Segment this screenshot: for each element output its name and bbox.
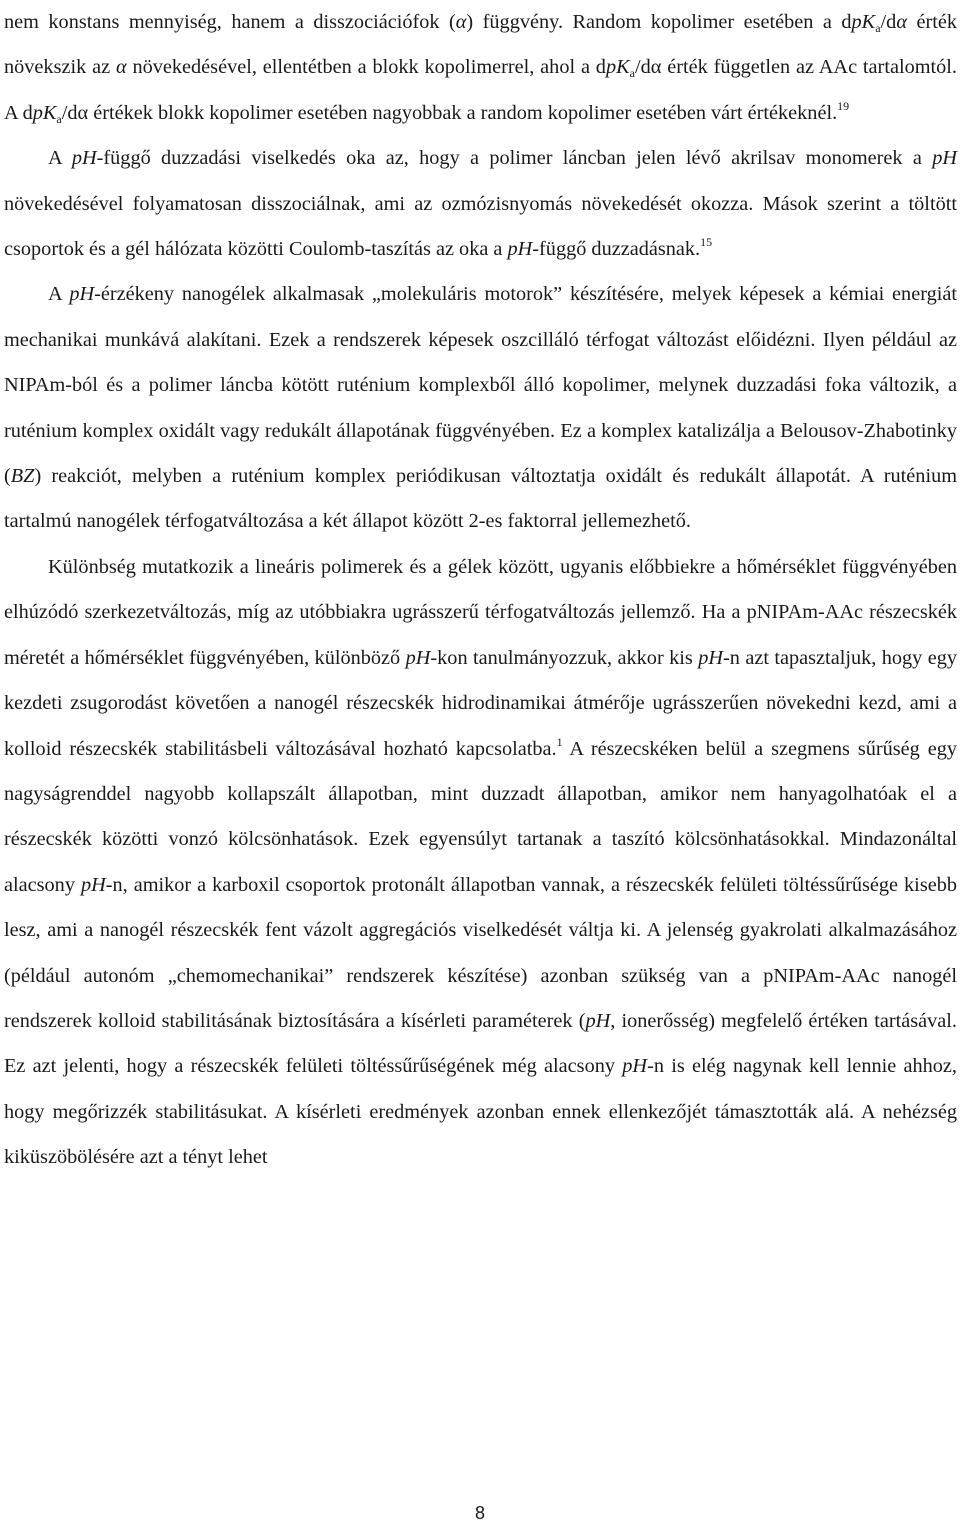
ph-term: pH — [80, 873, 106, 896]
ph-term: pH — [698, 646, 724, 669]
text-run: A — [48, 147, 72, 170]
alpha-symbol: α — [896, 11, 907, 33]
text-run: érték növekszik az — [4, 11, 957, 79]
ph-term: pH — [405, 646, 431, 669]
text-run: -érzékeny nanogélek alkalmasak „molekuláris motorok” készítésére, melyek képesek a kémiai energiát mechanikai munkává alakítani. Ezek a rendszerek képesek oszcilláló térfogat változást előidézni. Ilyen például az NIPAm-ból és a polimer láncba kötött ruténium komplexből álló kopolimer, melynek duzzadási foka változik, a ruténium komplex oxidált vagy redukált állapotának függvényében. Ez a komplex katalizálja a Belousov-Zhabotinky ( — [4, 283, 957, 488]
text-run: -n azt tapasztaljuk, hogy egy kezdeti zsugorodást követően a nanogél részecskék hidrodinamikai átmérője ugrásszerűen növekedni kezd, ami a kolloid részecskék stabilitásbeli változásával hozható kapcsolatba. — [4, 646, 958, 760]
text-run: ) reakciót, melyben a ruténium komplex periódikusan változtatja oxidált és redukált állapotát. A ruténium tartalmú nanogélek térfogatváltozása a két állapot között 2-es faktorral jellemezhető. — [4, 465, 957, 533]
text-run: növekedésével folyamatosan disszociálnak, ami az ozmózisnyomás növekedését okozza. Mások szerint a töltött csoportok és a gél hálózata közötti Coulomb-taszítás az oka a — [4, 192, 957, 261]
page-number: 8 — [474, 1503, 485, 1523]
alpha-symbol: α — [115, 56, 127, 79]
citation-ref: 15 — [700, 235, 713, 250]
citation-ref: 19 — [837, 98, 850, 113]
ph-term: pH — [507, 238, 533, 261]
text-run: /d — [880, 11, 897, 33]
ph-term: pH — [932, 147, 957, 170]
text-run: -függő duzzadásnak. — [532, 238, 701, 261]
text-run: Különbség mutatkozik a lineáris polimerek és a gélek között, ugyanis előbbiekre a hőmérséklet függvényében elhúzódó szerkezetváltozás, míg az utóbbiakra ugrásszerű térfogatváltozás jellemző. Ha a pNIPAm-AAc részecskék méretét a hőmérséklet függvényében, különböző — [4, 555, 957, 669]
ph-term: pH — [622, 1055, 648, 1078]
ph-term: pH — [69, 283, 95, 306]
paragraph-3 — [4, 272, 957, 544]
bz-term: BZ — [10, 465, 35, 488]
text-run: , ionerősség) megfelelő értéken tartásával. Ez azt jelenti, hogy a részecskék felületi töltéssűrűségének még alacsony — [4, 1009, 957, 1078]
alpha-symbol: α — [455, 11, 467, 33]
text-run: A részecskéken belül a szegmens sűrűség egy nagyságrenddel nagyobb kollapszált állapotban, mint duzzadt állapotban, amikor nem hanyagolhatóak el a részecskék közötti vonzó kölcsönhatások. Ezek egyensúlyt tartanak a taszító kölcsönhatásokkal. Mindazonáltal alacsony — [4, 737, 957, 896]
paragraph-4 — [4, 545, 957, 1181]
text-run: A — [48, 283, 70, 306]
citation-ref: 1 — [556, 734, 563, 749]
text-run: -kon tanulmányozzuk, akkor kis — [430, 646, 699, 669]
text-run: nem konstans mennyiség, hanem a disszociációfok ( — [4, 11, 456, 33]
text-run: -függő duzzadási viselkedés oka az, hogy a polimer láncban jelen lévő akrilsav monomerek a — [96, 147, 933, 170]
text-run: növekedésével, ellentétben a blokk kopolimerrel, ahol a d — [126, 56, 606, 79]
text-run: ) függvény. Random kopolimer esetében a d — [466, 11, 852, 33]
pk-term: pK — [605, 56, 630, 79]
ph-term: pH — [585, 1009, 611, 1032]
subscript: a — [629, 66, 635, 81]
pk-term: pK — [851, 11, 876, 33]
subscript: a — [875, 21, 881, 35]
subscript: a — [56, 111, 62, 126]
document-page — [4, 0, 957, 1181]
text-run: -n is elég nagynak kell lennie ahhoz, hogy megőrizzék stabilitásukat. A kísérleti eredmények azonban ennek ellenkezőjét támasztották alá. A nehézség kiküszöbölésére azt a tényt lehet — [4, 1055, 957, 1169]
ph-term: pH — [71, 147, 97, 170]
text-run: -n, amikor a karboxil csoportok protonált állapotban vannak, a részecskék felületi töltéssűrűsége kisebb lesz, ami a nanogél részecskék fent vázolt aggregációs viselkedését váltja ki. A jelenség gyakrolati alkalmazásához (például autonóm „chemomechanikai” rendszerek készítése) azonban szükség van a pNIPAm-AAc nanogél rendszerek kolloid stabilitásának biztosítására a kísérleti paraméterek ( — [4, 873, 957, 1032]
text-run: /dα érték független az AAc tartalomtól. A d — [4, 56, 957, 124]
paragraph-1 — [4, 0, 957, 136]
text-run: /dα értékek blokk kopolimer esetében nagyobbak a random kopolimer esetében várt értékeknél. — [61, 101, 838, 124]
paragraph-2 — [4, 136, 957, 272]
pk-term: pK — [32, 101, 57, 124]
